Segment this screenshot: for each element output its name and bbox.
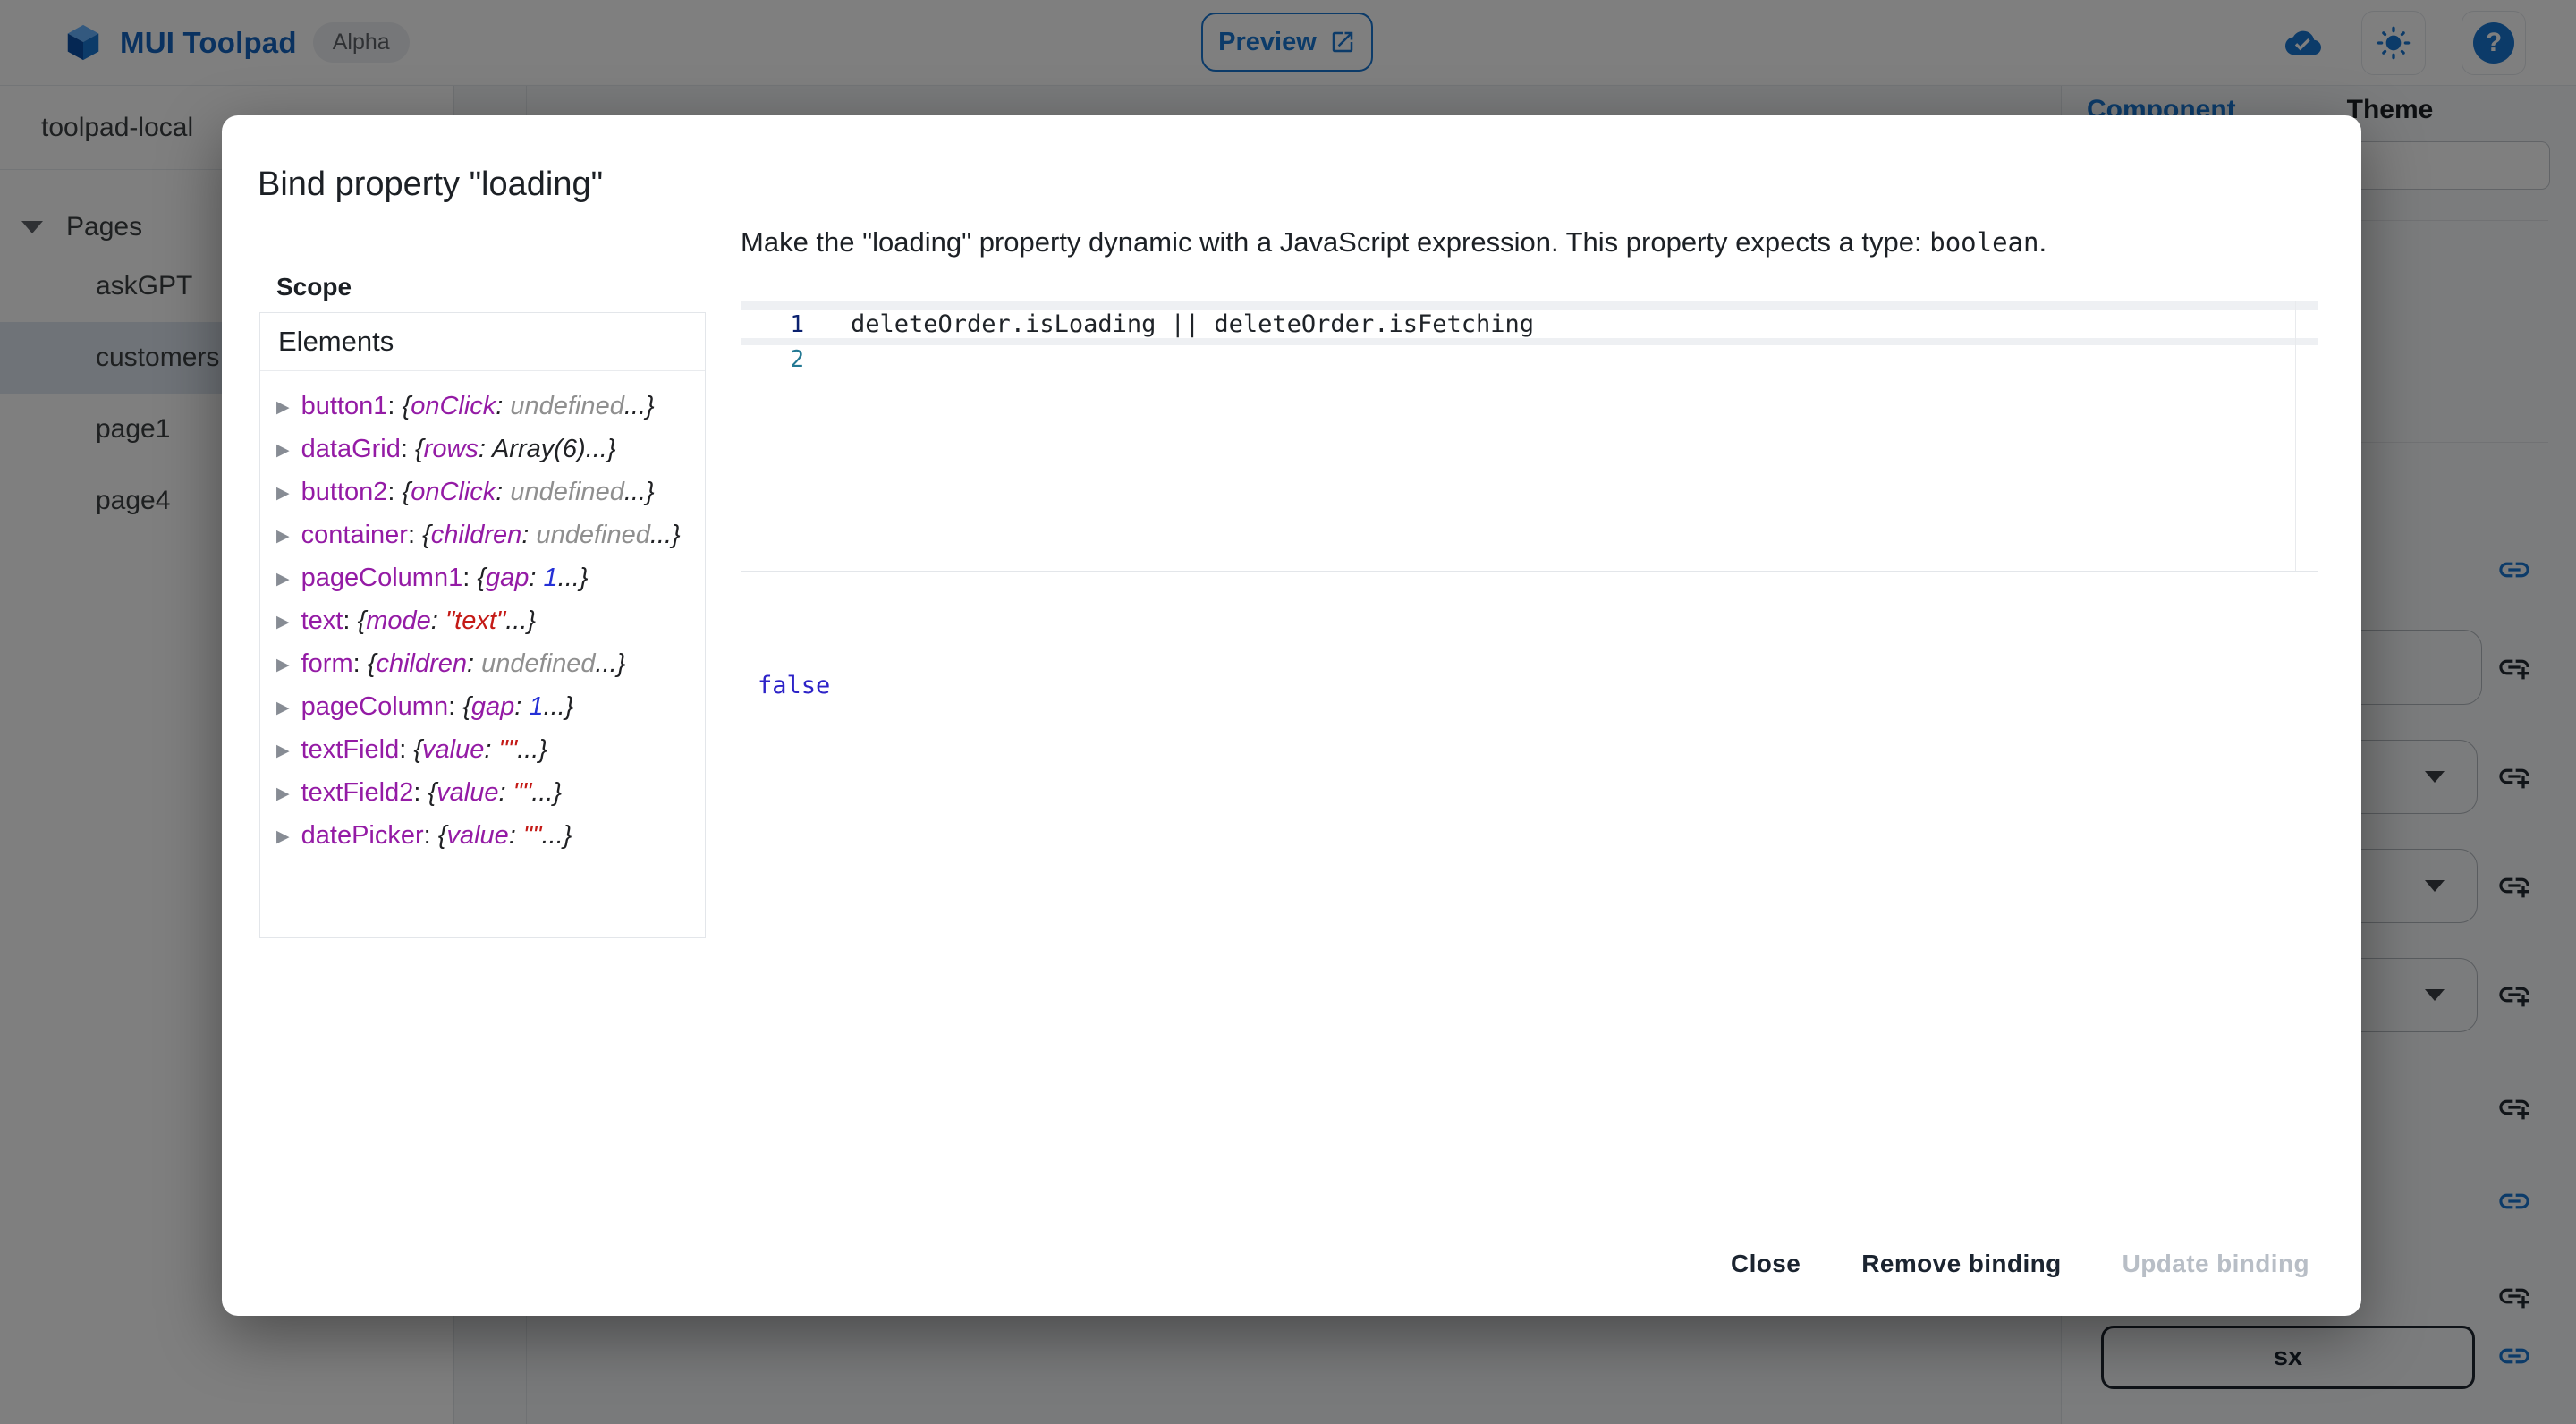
tree-node-name: dataGrid — [301, 435, 401, 463]
tree-node-preview: {value: ""...} — [428, 778, 563, 807]
tree-row-button1[interactable]: ▶ button1: {onClick: undefined...} — [276, 386, 689, 428]
tree-node-preview: {gap: 1...} — [462, 692, 574, 721]
tree-node-name: pageColumn — [301, 692, 449, 721]
expression-editor[interactable] — [741, 301, 2318, 572]
evaluated-result: false — [758, 672, 831, 699]
tree-expand-icon[interactable]: ▶ — [276, 613, 290, 631]
line-number: 1 — [790, 310, 804, 338]
tree-row-textField[interactable]: ▶ textField: {value: ""...} — [276, 729, 689, 772]
dialog-title: Bind property "loading" — [258, 165, 604, 203]
bind-property-dialog — [222, 115, 2361, 1316]
tree-node-preview: {mode: "text"...} — [357, 606, 537, 635]
tree-node-name: button2 — [301, 478, 388, 506]
tree-node-name: form — [301, 649, 353, 678]
tree-node-preview: {children: undefined...} — [422, 521, 681, 549]
expected-type: boolean — [1929, 227, 2039, 258]
tree-expand-icon[interactable]: ▶ — [276, 656, 290, 674]
tree-node-name: button1 — [301, 392, 388, 420]
elements-header: Elements — [260, 313, 705, 371]
tree-node-name: pageColumn1 — [301, 564, 463, 592]
tree-node-preview: {onClick: undefined...} — [402, 478, 655, 506]
editor-lines — [741, 310, 2294, 373]
elements-tree — [260, 371, 705, 858]
tree-row-textField2[interactable]: ▶ textField2: {value: ""...} — [276, 772, 689, 815]
close-button[interactable]: Close — [1711, 1235, 1820, 1293]
tree-row-dataGrid[interactable]: ▶ dataGrid: {rows: Array(6)...} — [276, 428, 689, 471]
dialog-description: Make the "loading" property dynamic with a JavaScript expression. This property expects a type: boolean. — [741, 226, 2047, 258]
tree-expand-icon[interactable]: ▶ — [276, 398, 290, 417]
tree-expand-icon[interactable]: ▶ — [276, 570, 290, 589]
tree-node-preview: {rows: Array(6)...} — [414, 435, 616, 463]
tree-node-name: textField2 — [301, 778, 414, 807]
tree-row-datePicker[interactable]: ▶ datePicker: {value: ""...} — [276, 815, 689, 858]
code-text: deleteOrder.isLoading || deleteOrder.isFetching — [851, 310, 1535, 338]
editor-scrollbar[interactable] — [2295, 301, 2296, 571]
editor-line[interactable] — [741, 345, 2294, 373]
editor-line[interactable] — [741, 310, 2294, 338]
tree-row-pageColumn[interactable]: ▶ pageColumn: {gap: 1...} — [276, 686, 689, 729]
tree-node-preview: {gap: 1...} — [477, 564, 589, 592]
tree-expand-icon[interactable]: ▶ — [276, 742, 290, 760]
tree-expand-icon[interactable]: ▶ — [276, 441, 290, 460]
tree-node-name: container — [301, 521, 408, 549]
editor-band — [741, 301, 2318, 310]
tree-node-preview: {value: ""...} — [413, 735, 547, 764]
remove-binding-button[interactable]: Remove binding — [1842, 1235, 2080, 1293]
tree-node-preview: {value: ""...} — [437, 821, 572, 850]
tree-node-preview: {children: undefined...} — [367, 649, 626, 678]
tree-row-text[interactable]: ▶ text: {mode: "text"...} — [276, 600, 689, 643]
tree-node-preview: {onClick: undefined...} — [402, 392, 655, 420]
tree-node-name: datePicker — [301, 821, 424, 850]
tree-expand-icon[interactable]: ▶ — [276, 827, 290, 846]
tree-row-form[interactable]: ▶ form: {children: undefined...} — [276, 643, 689, 686]
line-number: 2 — [790, 345, 804, 373]
tree-node-name: text — [301, 606, 343, 635]
tree-expand-icon[interactable]: ▶ — [276, 484, 290, 503]
tree-row-container[interactable]: ▶ container: {children: undefined...} — [276, 514, 689, 557]
tree-expand-icon[interactable]: ▶ — [276, 699, 290, 717]
dialog-footer — [1711, 1235, 2329, 1293]
tree-expand-icon[interactable]: ▶ — [276, 784, 290, 803]
tree-row-button2[interactable]: ▶ button2: {onClick: undefined...} — [276, 471, 689, 514]
scope-elements-panel — [259, 312, 706, 938]
tree-expand-icon[interactable]: ▶ — [276, 527, 290, 546]
description-text: Make the "loading" property dynamic with a JavaScript expression. This property expects a type: — [741, 226, 1930, 258]
scope-label: Scope — [276, 273, 352, 301]
tree-row-pageColumn1[interactable]: ▶ pageColumn1: {gap: 1...} — [276, 557, 689, 600]
tree-node-name: textField — [301, 735, 400, 764]
update-binding-button[interactable]: Update binding — [2103, 1235, 2329, 1293]
